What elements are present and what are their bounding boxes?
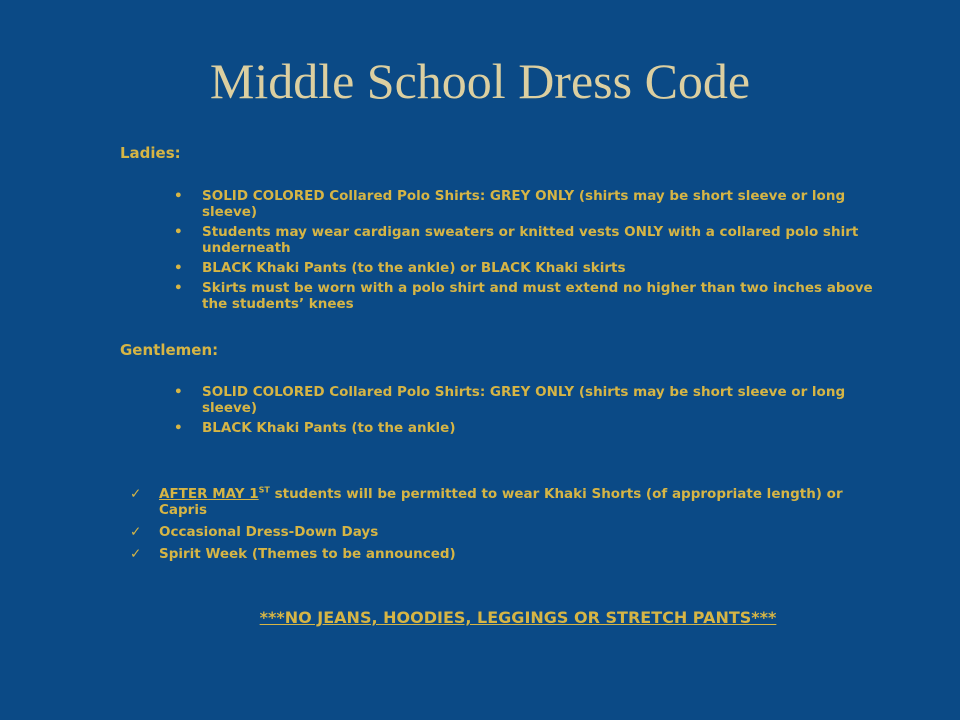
- bullet-dot-icon: •: [174, 260, 183, 276]
- bullet-dot-icon: •: [174, 224, 183, 240]
- after-may-date: AFTER MAY 1: [159, 486, 259, 502]
- list-item: [174, 384, 874, 416]
- ladies-heading: Ladies:: [120, 144, 181, 162]
- bullet-dot-icon: •: [174, 280, 183, 296]
- after-may-text: students will be permitted to wear Khaki Shorts (of appropriate length) or Capris: [159, 486, 843, 518]
- checkmark-icon: ✓: [130, 546, 142, 562]
- bullet-dot-icon: •: [174, 384, 183, 400]
- dress-down-text: Occasional Dress-Down Days: [159, 524, 379, 540]
- notes-list: [130, 486, 870, 568]
- list-item: [174, 420, 874, 436]
- page-title: Middle School Dress Code: [209, 53, 751, 109]
- spirit-week-text: Spirit Week (Themes to be announced): [159, 546, 456, 562]
- list-item: [130, 486, 870, 518]
- list-item: [130, 546, 870, 562]
- bullet-dot-icon: •: [174, 420, 183, 436]
- ladies-list: [174, 188, 874, 316]
- gentlemen-item-text: SOLID COLORED Collared Polo Shirts: GREY ONLY (shirts may be short sleeve or long sleeve): [202, 384, 846, 416]
- ladies-item-text: Skirts must be worn with a polo shirt and must extend no higher than two inches above the students’ knees: [202, 280, 873, 312]
- list-item: [174, 188, 874, 220]
- ladies-item-text: BLACK Khaki Pants (to the ankle) or BLACK Khaki skirts: [202, 260, 626, 276]
- gentlemen-list: [174, 384, 874, 440]
- after-may-suffix: ST: [258, 485, 270, 495]
- list-item: [174, 260, 874, 276]
- list-item: [130, 524, 870, 540]
- ladies-item-text: SOLID COLORED Collared Polo Shirts: GREY ONLY (shirts may be short sleeve or long sleeve): [202, 188, 846, 220]
- gentlemen-heading: Gentlemen:: [120, 341, 219, 359]
- ladies-item-text: Students may wear cardigan sweaters or knitted vests ONLY with a collared polo shirt underneath: [202, 224, 859, 256]
- checkmark-icon: ✓: [130, 524, 142, 540]
- list-item: [174, 280, 874, 312]
- bullet-dot-icon: •: [174, 188, 183, 204]
- list-item: [174, 224, 874, 256]
- gentlemen-item-text: BLACK Khaki Pants (to the ankle): [202, 420, 456, 436]
- checkmark-icon: ✓: [130, 486, 142, 502]
- prohibited-items-notice: ***NO JEANS, HOODIES, LEGGINGS OR STRETCH PANTS***: [259, 608, 777, 627]
